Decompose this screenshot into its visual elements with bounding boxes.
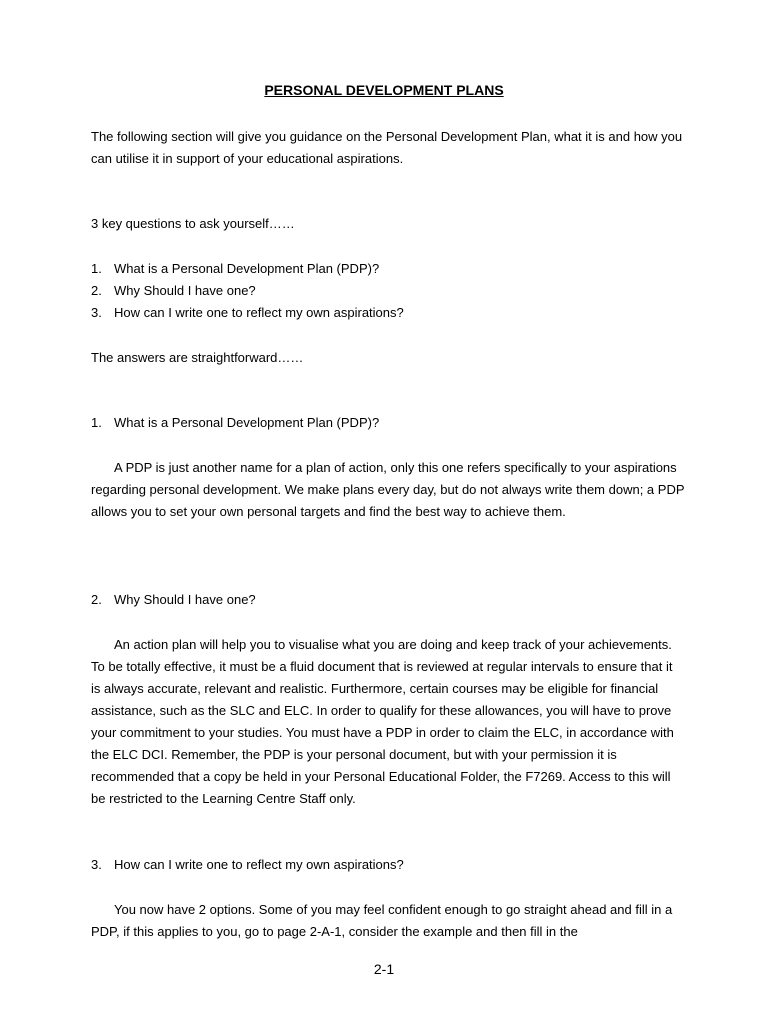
list-item xyxy=(91,302,685,324)
section-number: 3. xyxy=(91,857,102,872)
section-heading xyxy=(91,854,685,876)
section-body: An action plan will help you to visualise what you are doing and keep track of your achievements. To be totally effective, it must be a fluid document that is reviewed at regular intervals to ensure that it is always accurate, relevant and realistic. Furthermore, certain courses may be eligible for financial assistance, such as the SLC and ELC. In order to qualify for these allowances, you will have to prove your commitment to your studies. You must have a PDP in order to claim the ELC, in accordance with the ELC DCI. Remember, the PDP is your personal document, but with your permission it is recommended that a copy be held in your Personal Educational Folder, the F7269. Access to this will be restricted to the Learning Centre Staff only. xyxy=(91,637,674,806)
section-heading xyxy=(91,589,685,611)
section-heading xyxy=(91,412,685,434)
list-item-number: 3. xyxy=(91,305,102,320)
section-heading-text: What is a Personal Development Plan (PDP)? xyxy=(114,415,380,430)
list-item-text: Why Should I have one? xyxy=(114,283,256,298)
list-item-number: 1. xyxy=(91,261,102,276)
list-item xyxy=(91,280,685,302)
key-questions-lead: 3 key questions to ask yourself…… xyxy=(91,216,295,231)
list-item-text: What is a Personal Development Plan (PDP)? xyxy=(114,261,380,276)
section-body: A PDP is just another name for a plan of action, only this one refers specifically to your aspirations regarding personal development. We make plans every day, but do not always write them down; a PDP allows you to set your own personal targets and find the best way to achieve them. xyxy=(91,460,685,519)
section-number: 2. xyxy=(91,592,102,607)
section-heading-text: How can I write one to reflect my own aspirations? xyxy=(114,857,404,872)
section-heading-text: Why Should I have one? xyxy=(114,592,256,607)
list-item-number: 2. xyxy=(91,283,102,298)
intro-paragraph: The following section will give you guidance on the Personal Development Plan, what it is and how you can utilise it in support of your educational aspirations. xyxy=(91,129,683,166)
page-title: PERSONAL DEVELOPMENT PLANS xyxy=(264,82,504,98)
section-body: You now have 2 options. Some of you may feel confident enough to go straight ahead and fill in a PDP, if this applies to you, go to page 2-A-1, consider the example and then fill in the xyxy=(91,902,673,939)
list-item xyxy=(91,258,685,280)
page-number: 2-1 xyxy=(373,961,395,977)
list-item-text: How can I write one to reflect my own aspirations? xyxy=(114,305,404,320)
section-number: 1. xyxy=(91,415,102,430)
answers-lead: The answers are straightforward…… xyxy=(91,350,304,365)
